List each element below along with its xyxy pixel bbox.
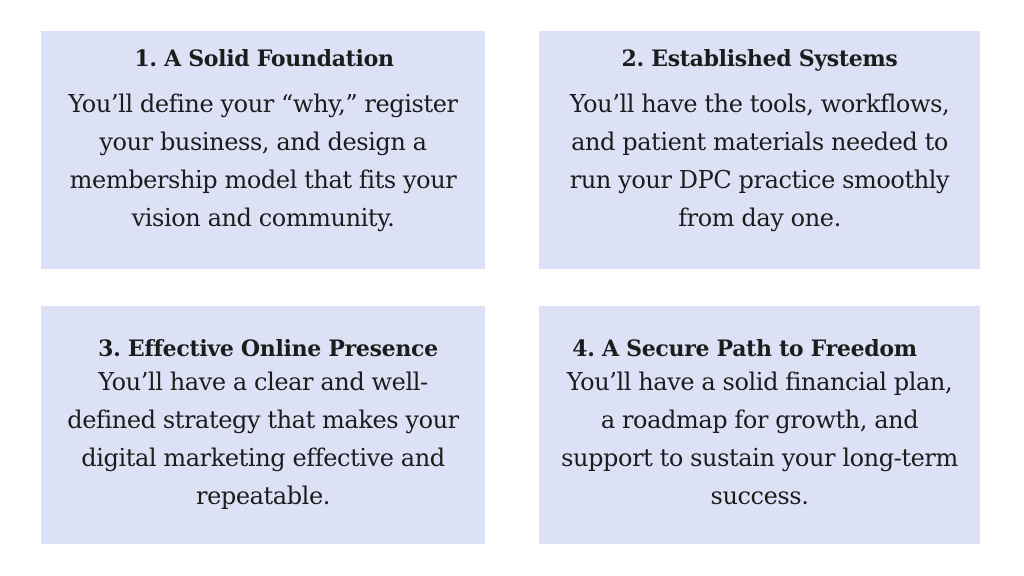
card-path-to-freedom — [539, 306, 980, 544]
card-body: You’ll have a clear and well-defined strategy that makes your digital marketing effective and repeatable. — [67, 368, 459, 510]
card-body: You’ll have a solid financial plan, a roadmap for growth, and support to sustain your long-term success. — [561, 368, 958, 510]
card-body: You’ll define your “why,” register your business, and design a membership model that fits your vision and community. — [68, 90, 458, 232]
card-title: 4. A Secure Path to Freedom — [572, 336, 917, 362]
card-title: 3. Effective Online Presence — [98, 336, 438, 362]
card-body: You’ll have the tools, workflows, and patient materials needed to run your DPC practice smoothly from day one. — [569, 90, 950, 232]
card-title: 1. A Solid Foundation — [134, 46, 394, 72]
card-established-systems — [539, 31, 980, 269]
card-title: 2. Established Systems — [621, 46, 898, 72]
card-online-presence — [41, 306, 485, 544]
card-solid-foundation — [41, 31, 485, 269]
